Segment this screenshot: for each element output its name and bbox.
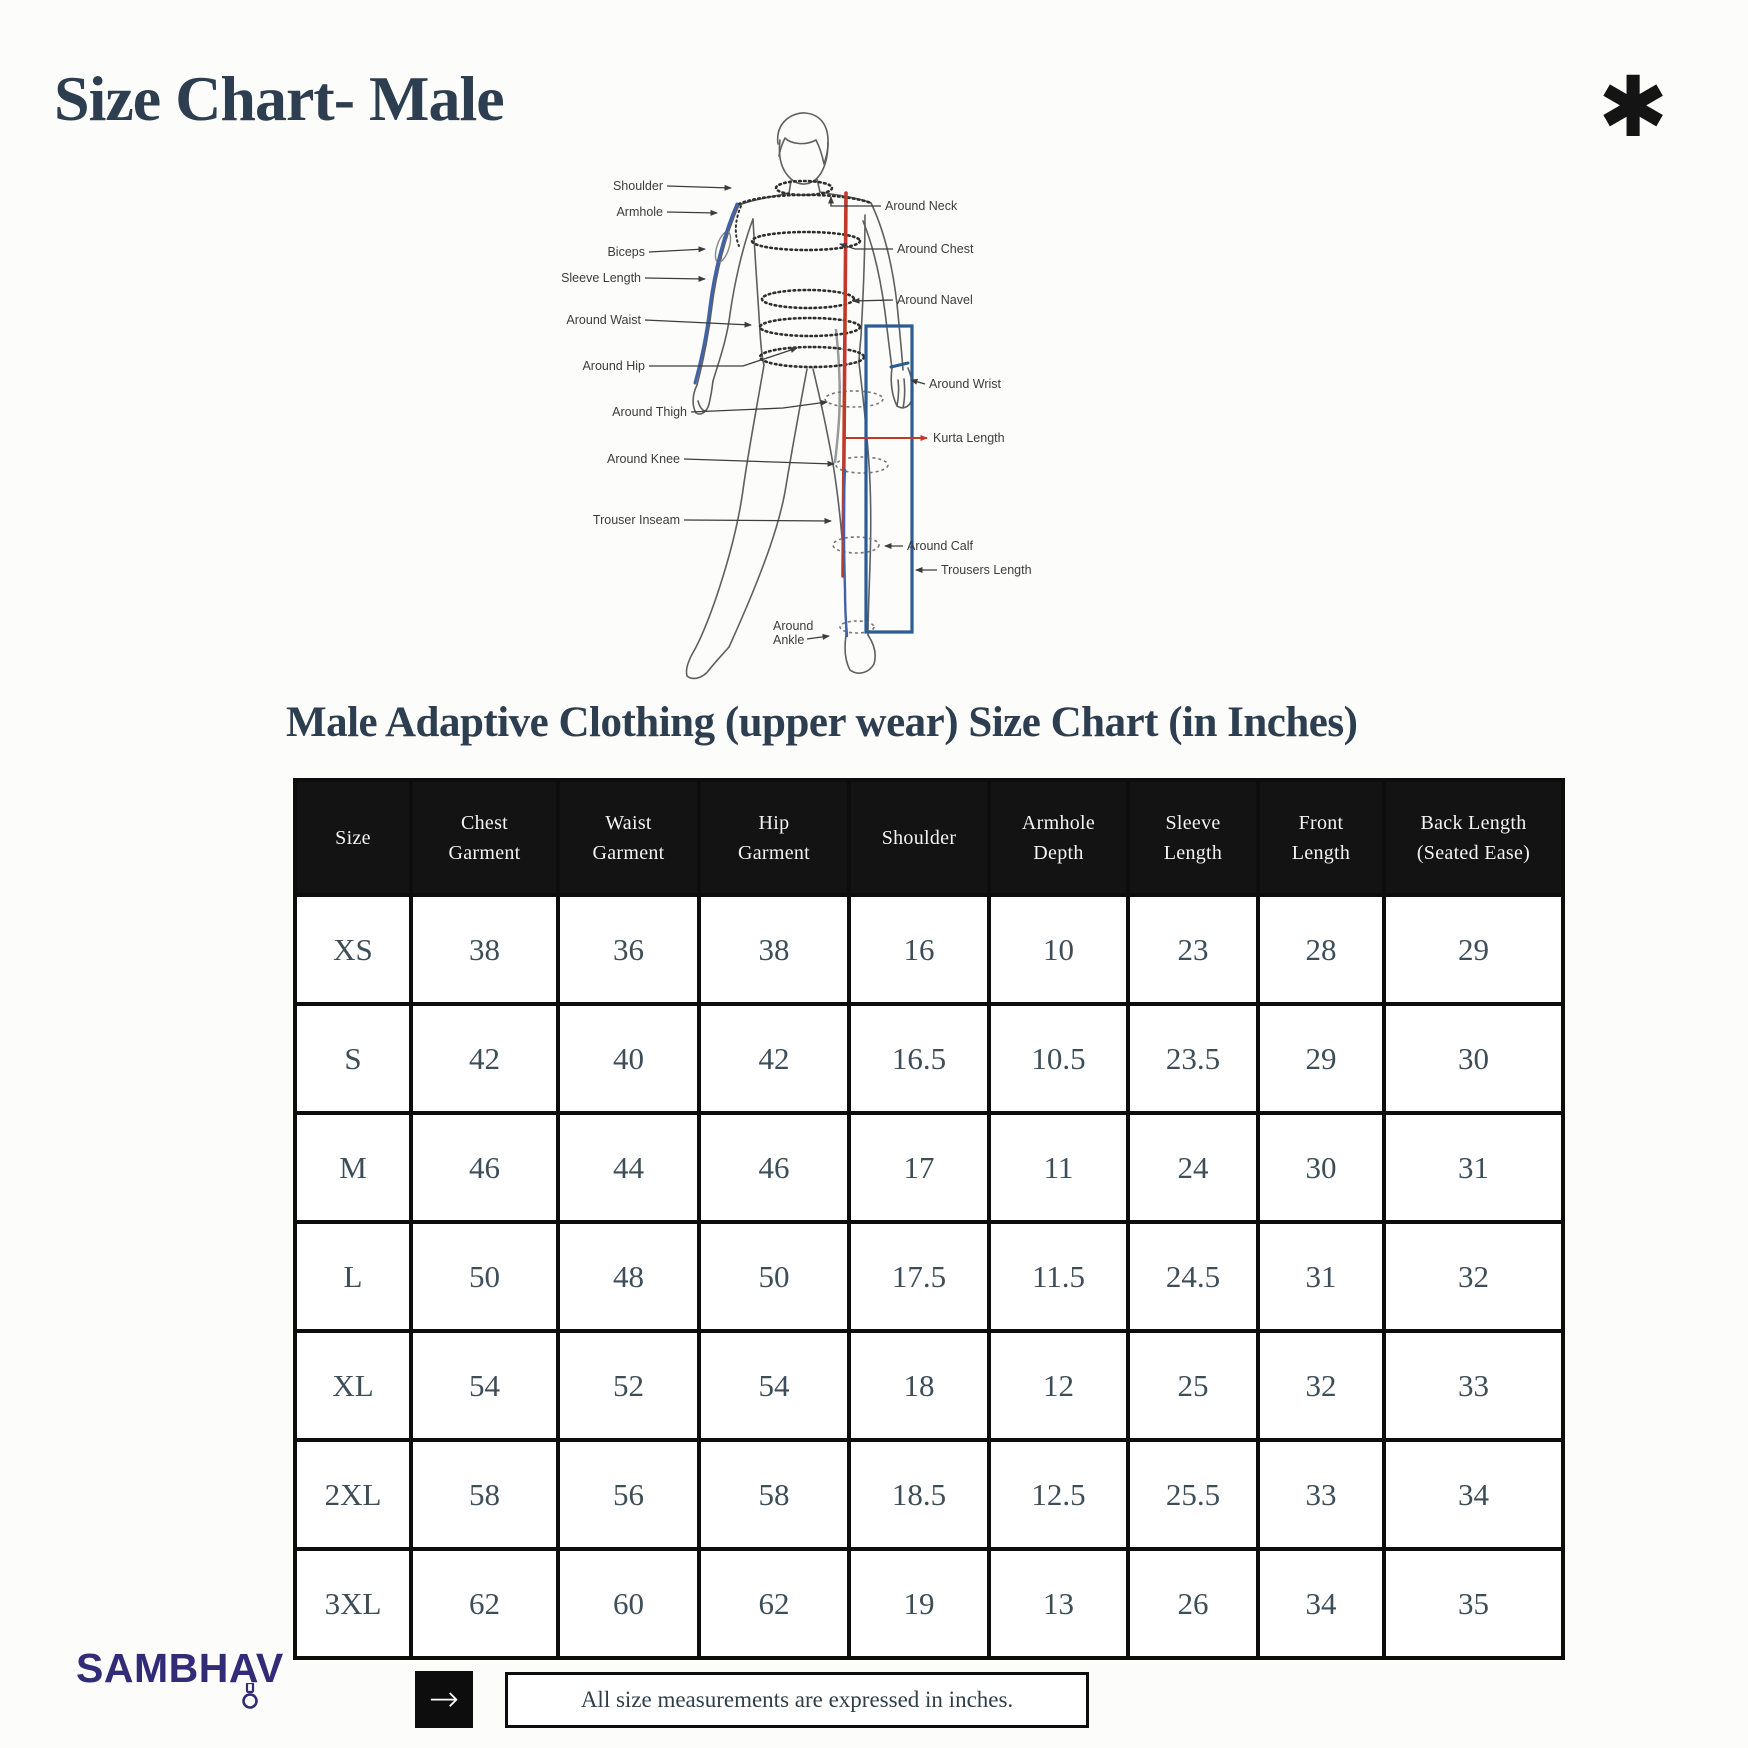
table-cell: 11.5 — [991, 1224, 1126, 1329]
body-measurement-diagram — [545, 98, 1045, 698]
header-line: Hip — [758, 811, 790, 834]
table-cell: 44 — [560, 1115, 697, 1220]
table-cell-size: M — [297, 1115, 409, 1220]
table-cell: 38 — [413, 897, 556, 1002]
table-cell: 30 — [1386, 1006, 1561, 1111]
diagram-label-around-navel: Around Navel — [897, 293, 973, 307]
table-cell: 13 — [991, 1551, 1126, 1656]
brand-logo: SAMBHAV — [76, 1645, 284, 1691]
table-cell: 12.5 — [991, 1442, 1126, 1547]
table-cell-size: XL — [297, 1333, 409, 1438]
table-cell: 17.5 — [851, 1224, 987, 1329]
table-cell-size: 3XL — [297, 1551, 409, 1656]
diagram-label-around-wrist: Around Wrist — [929, 377, 1002, 391]
trousers-length-rect — [866, 326, 912, 632]
header-line: (Seated Ease) — [1416, 841, 1531, 864]
table-cell: 36 — [560, 897, 697, 1002]
header-line: Front — [1298, 811, 1344, 834]
header-line: Garment — [737, 841, 811, 864]
page-title: Size Chart- Male — [54, 63, 504, 134]
table-cell: 50 — [413, 1224, 556, 1329]
table-cell: 33 — [1260, 1442, 1382, 1547]
measurement-note — [505, 1672, 1089, 1728]
diagram-label-sleeve-length: Sleeve Length — [561, 271, 641, 285]
table-cell: 30 — [1260, 1115, 1382, 1220]
diagram-label-around-hip: Around Hip — [582, 359, 645, 373]
table-cell: 23 — [1130, 897, 1256, 1002]
table-cell: 60 — [560, 1551, 697, 1656]
table-cell: 10.5 — [991, 1006, 1126, 1111]
table-cell: 46 — [701, 1115, 847, 1220]
table-cell-size: L — [297, 1224, 409, 1329]
zipper-pull-icon — [240, 1683, 260, 1711]
table-cell: 17 — [851, 1115, 987, 1220]
table-cell: 52 — [560, 1333, 697, 1438]
diagram-label-shoulder: Shoulder — [612, 179, 663, 193]
table-cell: 34 — [1260, 1551, 1382, 1656]
table-cell: 10 — [991, 897, 1126, 1002]
table-cell: 16 — [851, 897, 987, 1002]
arrow-right-icon: → — [428, 1679, 460, 1720]
table-cell: 35 — [1386, 1551, 1561, 1656]
table-cell: 48 — [560, 1224, 697, 1329]
diagram-label-around-chest: Around Chest — [897, 242, 974, 256]
header-line: Armhole — [1021, 811, 1096, 834]
header-cell-sleeve-length — [1130, 782, 1256, 893]
wrist-mark — [891, 363, 908, 367]
table-cell: 23.5 — [1130, 1006, 1256, 1111]
header-line: Size — [335, 826, 371, 849]
table-cell: 19 — [851, 1551, 987, 1656]
table-cell: 18.5 — [851, 1442, 987, 1547]
table-cell: 16.5 — [851, 1006, 987, 1111]
table-cell: 46 — [413, 1115, 556, 1220]
diagram-label-around-ankle-2: Ankle — [773, 633, 805, 647]
table-cell: 54 — [701, 1333, 847, 1438]
header-line: Depth — [1033, 841, 1084, 864]
table-cell: 62 — [413, 1551, 556, 1656]
header-line: Back Length — [1420, 811, 1527, 834]
table-cell: 42 — [413, 1006, 556, 1111]
table-cell: 28 — [1260, 897, 1382, 1002]
diagram-label-biceps: Biceps — [607, 245, 645, 259]
header-cell-shoulder — [851, 782, 987, 893]
next-arrow-button[interactable] — [415, 1671, 473, 1728]
header-cell-front-length — [1260, 782, 1382, 893]
header-cell-back-length — [1386, 782, 1561, 893]
table-cell: 32 — [1386, 1224, 1561, 1329]
table-cell: 11 — [991, 1115, 1126, 1220]
sleeve-length-line — [695, 204, 737, 383]
table-cell: 42 — [701, 1006, 847, 1111]
table-cell-size: XS — [297, 897, 409, 1002]
table-cell: 50 — [701, 1224, 847, 1329]
table-cell: 12 — [991, 1333, 1126, 1438]
header-line: Length — [1291, 841, 1351, 864]
diagram-label-kurta-length: Kurta Length — [933, 431, 1005, 445]
table-cell: 34 — [1386, 1442, 1561, 1547]
header-cell-armhole-depth — [991, 782, 1126, 893]
diagram-label-around-knee: Around Knee — [607, 452, 680, 466]
table-cell: 58 — [413, 1442, 556, 1547]
diagram-label-armhole: Armhole — [616, 205, 663, 219]
figure-outline — [686, 113, 912, 679]
table-cell: 31 — [1260, 1224, 1382, 1329]
header-cell-waist-garment — [560, 782, 697, 893]
header-line: Waist — [605, 811, 652, 834]
diagram-label-around-waist: Around Waist — [566, 313, 641, 327]
measurement-note-text: All size measurements are expressed in inches. — [580, 1687, 1014, 1712]
table-cell: 24.5 — [1130, 1224, 1256, 1329]
table-cell: 24 — [1130, 1115, 1256, 1220]
header-line: Shoulder — [881, 826, 957, 849]
asterisk-icon: ✱ — [1598, 58, 1669, 156]
table-cell: 58 — [701, 1442, 847, 1547]
diagram-label-around-ankle-1: Around — [773, 619, 814, 633]
table-cell: 29 — [1260, 1006, 1382, 1111]
table-title: Male Adaptive Clothing (upper wear) Size Chart (in Inches) — [286, 699, 1358, 746]
body-measurement-figure — [545, 98, 1045, 698]
table-cell: 32 — [1260, 1333, 1382, 1438]
diagram-label-trousers-length: Trousers Length — [941, 563, 1032, 577]
header-line: Length — [1163, 841, 1223, 864]
table-cell: 26 — [1130, 1551, 1256, 1656]
table-cell: 54 — [413, 1333, 556, 1438]
table-cell: 62 — [701, 1551, 847, 1656]
table-cell: 40 — [560, 1006, 697, 1111]
measure-guides — [695, 193, 912, 636]
diagram-label-around-thigh: Around Thigh — [612, 405, 687, 419]
header-cell-hip-garment — [701, 782, 847, 893]
diagram-label-around-calf: Around Calf — [907, 539, 974, 553]
header-cell-chest-garment — [413, 782, 556, 893]
header-cell-size — [297, 782, 409, 893]
header-line: Chest — [460, 811, 509, 834]
diagram-label-trouser-inseam: Trouser Inseam — [592, 513, 680, 527]
table-cell-size: 2XL — [297, 1442, 409, 1547]
header-line: Garment — [448, 841, 521, 864]
leader-lines — [645, 186, 937, 639]
header-line: Sleeve — [1165, 811, 1221, 834]
table-cell: 33 — [1386, 1333, 1561, 1438]
diagram-label-around-neck: Around Neck — [885, 199, 958, 213]
table-cell: 25.5 — [1130, 1442, 1256, 1547]
size-table — [293, 778, 1565, 1660]
table-cell: 29 — [1386, 897, 1561, 1002]
table-cell: 25 — [1130, 1333, 1256, 1438]
table-cell: 38 — [701, 897, 847, 1002]
table-cell: 56 — [560, 1442, 697, 1547]
table-cell: 31 — [1386, 1115, 1561, 1220]
table-cell-size: S — [297, 1006, 409, 1111]
header-line: Garment — [592, 841, 665, 864]
table-cell: 18 — [851, 1333, 987, 1438]
